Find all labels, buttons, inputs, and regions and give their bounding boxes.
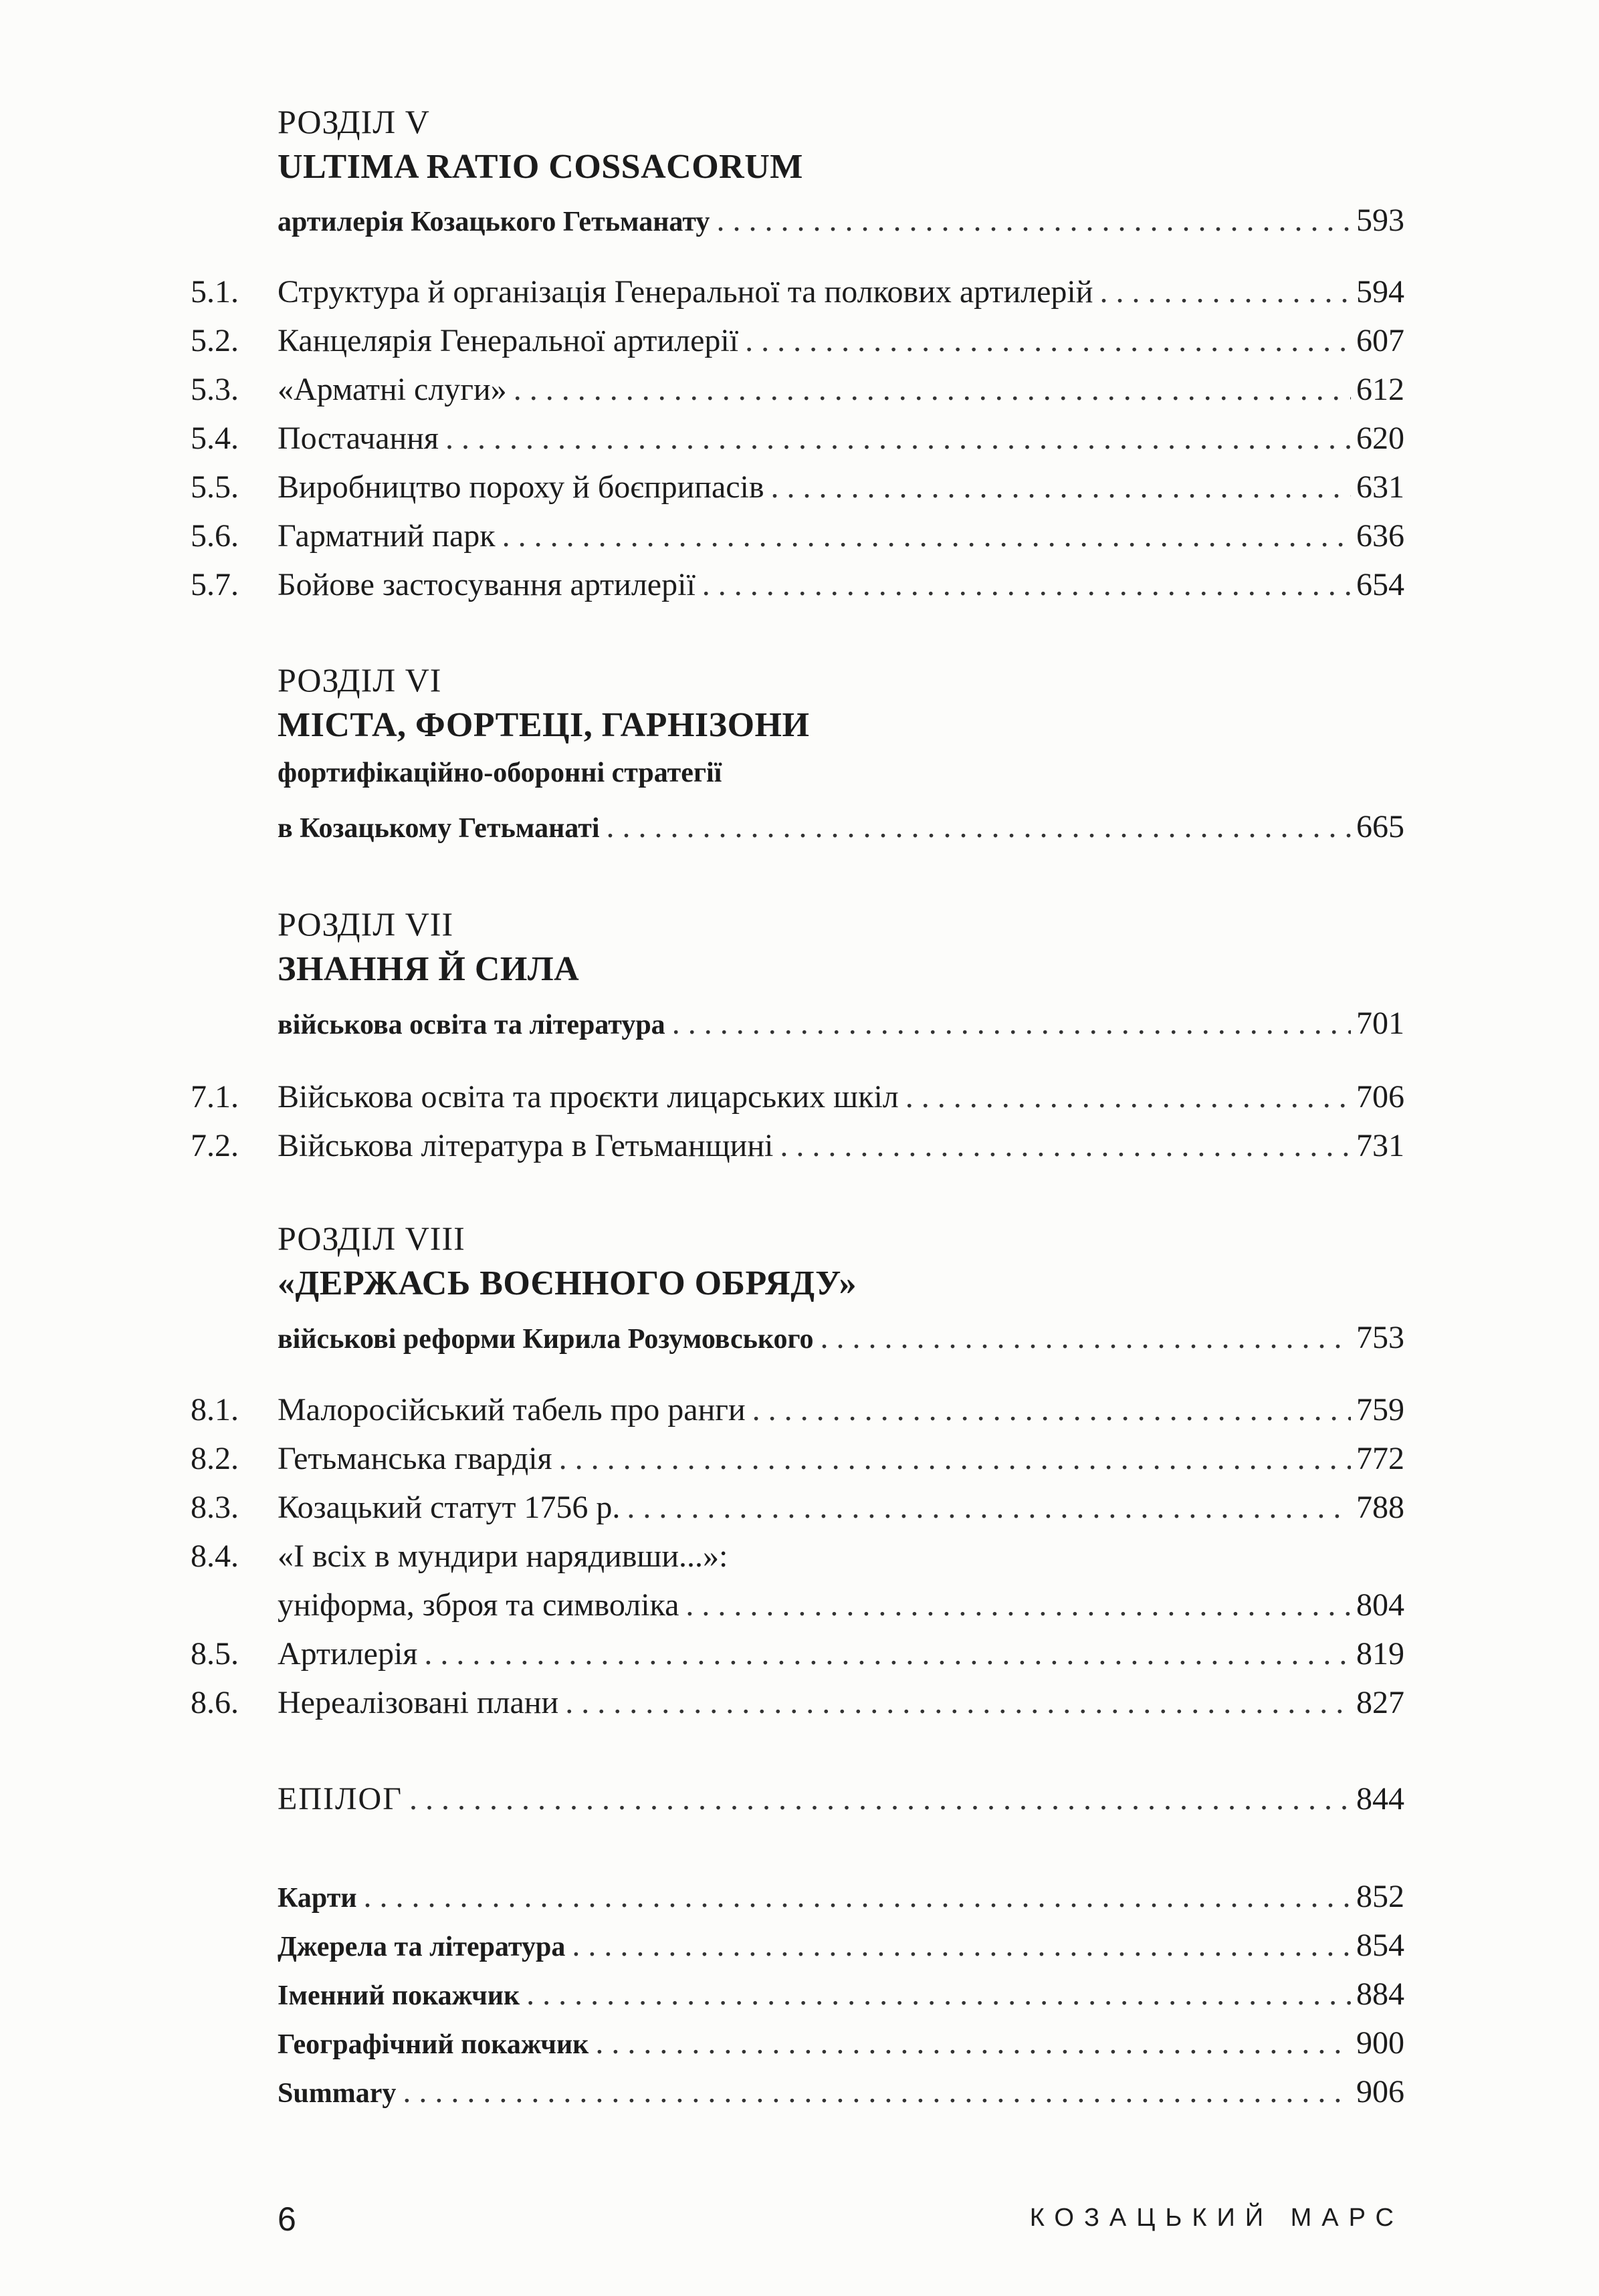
chapter-label: РОЗДІЛ VI bbox=[278, 661, 442, 699]
page-number: 706 bbox=[1356, 1079, 1404, 1115]
item-number: 5.2. bbox=[191, 323, 239, 358]
leader-dots bbox=[1099, 267, 1351, 316]
leader-dots bbox=[595, 2019, 1351, 2067]
chapter-title: ULTIMA RATIO COSSACORUM bbox=[278, 148, 803, 186]
footer-book-title: КОЗАЦЬКИЙ МАРС bbox=[1029, 2204, 1404, 2232]
item-title: Малоросійський табель про ранги bbox=[278, 1392, 746, 1427]
item-number: 8.5. bbox=[191, 1636, 239, 1672]
toc-item[interactable] bbox=[191, 1483, 1404, 1532]
page-number: 620 bbox=[1356, 421, 1404, 456]
leader-dots bbox=[771, 463, 1351, 511]
item-number: 5.1. bbox=[191, 274, 239, 310]
item-number: 5.6. bbox=[191, 518, 239, 554]
item-title: Іменний покажчик bbox=[278, 1980, 520, 2011]
chapter-title: МІСТА, ФОРТЕЦІ, ГАРНІЗОНИ bbox=[278, 706, 810, 744]
page-number: 612 bbox=[1356, 372, 1404, 407]
chapter-8-subtitle-row[interactable] bbox=[191, 1313, 1404, 1362]
item-title: Бойове застосування артилерії bbox=[278, 567, 696, 602]
chapter-6-heading bbox=[278, 659, 1404, 796]
leader-dots bbox=[514, 365, 1351, 414]
page-number: 854 bbox=[1356, 1928, 1404, 1963]
back-matter-item[interactable] bbox=[191, 1970, 1404, 2019]
toc-item[interactable] bbox=[191, 267, 1404, 316]
item-title: Військова освіта та проєкти лицарських шкіл bbox=[278, 1079, 899, 1115]
chapter-8-heading bbox=[278, 1217, 1404, 1308]
chapter-title: ЗНАННЯ Й СИЛА bbox=[278, 950, 580, 988]
page-number: 900 bbox=[1356, 2025, 1404, 2061]
leader-dots bbox=[403, 2067, 1351, 2116]
leader-dots bbox=[702, 560, 1351, 609]
item-title: Карти bbox=[278, 1883, 357, 1914]
leader-dots bbox=[424, 1629, 1351, 1678]
item-number: 8.4. bbox=[191, 1538, 239, 1574]
page-number: 906 bbox=[1356, 2074, 1404, 2109]
item-number: 7.1. bbox=[191, 1079, 239, 1115]
page-number: 654 bbox=[1356, 567, 1404, 602]
chapter-7-heading bbox=[278, 903, 1404, 994]
toc-item[interactable] bbox=[191, 1678, 1404, 1727]
leader-dots bbox=[559, 1434, 1351, 1483]
item-title: Військова література в Гетьманщині bbox=[278, 1128, 774, 1163]
item-title: «Арматні слуги» bbox=[278, 372, 507, 407]
leader-dots bbox=[445, 414, 1351, 463]
chapter-label: РОЗДІЛ VIII bbox=[278, 1220, 465, 1257]
leader-dots bbox=[502, 511, 1351, 560]
page-number: 772 bbox=[1356, 1441, 1404, 1476]
page-number: 827 bbox=[1356, 1685, 1404, 1720]
leader-dots bbox=[745, 316, 1351, 365]
chapter-label: РОЗДІЛ V bbox=[278, 103, 430, 140]
back-matter-item[interactable] bbox=[191, 1872, 1404, 1921]
leader-dots bbox=[780, 1121, 1351, 1170]
chapter-subtitle: військова освіта та література bbox=[278, 1010, 665, 1040]
page-number: 788 bbox=[1356, 1490, 1404, 1525]
item-title: Summary bbox=[278, 2078, 397, 2109]
back-matter-item[interactable] bbox=[191, 1921, 1404, 1970]
chapter-subtitle: військові реформи Кирила Розумовського bbox=[278, 1324, 814, 1355]
item-number: 5.4. bbox=[191, 421, 239, 456]
back-matter-item[interactable] bbox=[191, 2067, 1404, 2116]
item-title: Структура й організація Генеральної та полкових артилерій bbox=[278, 274, 1093, 310]
toc-item[interactable] bbox=[191, 316, 1404, 365]
item-title: Гетьманська гвардія bbox=[278, 1441, 552, 1476]
chapter-subtitle-line: фортифікаційно-оборонні стратегії bbox=[278, 758, 722, 788]
item-number: 8.2. bbox=[191, 1441, 239, 1476]
chapter-label: РОЗДІЛ VII bbox=[278, 905, 454, 943]
item-number: 5.3. bbox=[191, 372, 239, 407]
toc-item[interactable] bbox=[191, 511, 1404, 560]
page-number: 753 bbox=[1356, 1320, 1404, 1355]
item-number: 8.6. bbox=[191, 1685, 239, 1720]
page-number: 852 bbox=[1356, 1879, 1404, 1914]
leader-dots bbox=[685, 1581, 1351, 1629]
toc-item[interactable] bbox=[191, 1629, 1404, 1678]
footer-page-number: 6 bbox=[278, 2200, 296, 2238]
page-number: 701 bbox=[1356, 1006, 1404, 1041]
item-title: Постачання bbox=[278, 421, 439, 456]
toc-item[interactable] bbox=[191, 1072, 1404, 1121]
epilogue-row[interactable] bbox=[191, 1774, 1404, 1823]
page-number: 844 bbox=[1356, 1781, 1404, 1817]
item-title: Нереалізовані плани bbox=[278, 1685, 559, 1720]
toc-item[interactable] bbox=[191, 365, 1404, 414]
toc-item[interactable] bbox=[191, 1385, 1404, 1434]
page-number: 607 bbox=[1356, 323, 1404, 358]
back-matter-item[interactable] bbox=[191, 2019, 1404, 2067]
chapter-6-subtitle-row[interactable] bbox=[191, 802, 1404, 851]
page-number: 804 bbox=[1356, 1587, 1404, 1623]
item-title: Канцелярія Генеральної артилерії bbox=[278, 323, 739, 358]
leader-dots bbox=[905, 1072, 1351, 1121]
chapter-5-subtitle-row[interactable] bbox=[191, 196, 1404, 245]
page-number: 731 bbox=[1356, 1128, 1404, 1163]
item-number: 8.1. bbox=[191, 1392, 239, 1427]
toc-item-first-line[interactable] bbox=[191, 1532, 1404, 1581]
item-title-continued: уніформа, зброя та символіка bbox=[278, 1587, 679, 1623]
item-number: 8.3. bbox=[191, 1490, 239, 1525]
toc-item-continuation[interactable] bbox=[191, 1581, 1404, 1629]
item-title: Козацький статут 1756 р. bbox=[278, 1490, 621, 1525]
item-number: 5.5. bbox=[191, 469, 239, 505]
leader-dots bbox=[607, 802, 1351, 851]
leader-dots bbox=[572, 1921, 1351, 1970]
leader-dots bbox=[716, 196, 1351, 245]
item-number: 5.7. bbox=[191, 567, 239, 602]
toc-item[interactable] bbox=[191, 1434, 1404, 1483]
page-number: 594 bbox=[1356, 274, 1404, 310]
epilogue-title: ЕПІЛОГ bbox=[278, 1781, 403, 1817]
leader-dots bbox=[752, 1385, 1351, 1434]
item-title: Виробництво пороху й боєприпасів bbox=[278, 469, 764, 505]
item-title: Гарматний парк bbox=[278, 518, 496, 554]
chapter-title: «ДЕРЖАСЬ ВОЄННОГО ОБРЯДУ» bbox=[278, 1264, 857, 1302]
page-number: 759 bbox=[1356, 1392, 1404, 1427]
page-number: 636 bbox=[1356, 518, 1404, 554]
toc-item[interactable] bbox=[191, 560, 1404, 609]
leader-dots bbox=[627, 1483, 1351, 1532]
leader-dots bbox=[672, 999, 1351, 1048]
page-number: 631 bbox=[1356, 469, 1404, 505]
toc-item[interactable] bbox=[191, 463, 1404, 511]
leader-dots bbox=[821, 1313, 1351, 1362]
page-number: 593 bbox=[1356, 203, 1404, 238]
leader-dots bbox=[364, 1872, 1351, 1921]
chapter-7-subtitle-row[interactable] bbox=[191, 999, 1404, 1048]
toc-item[interactable] bbox=[191, 1121, 1404, 1170]
leader-dots bbox=[565, 1678, 1351, 1727]
page-number: 884 bbox=[1356, 1976, 1404, 2012]
toc-item[interactable] bbox=[191, 414, 1404, 463]
leader-dots bbox=[409, 1774, 1351, 1823]
item-title: Артилерія bbox=[278, 1636, 418, 1672]
page-number: 665 bbox=[1356, 809, 1404, 844]
leader-dots bbox=[526, 1970, 1351, 2019]
page-number: 819 bbox=[1356, 1636, 1404, 1672]
item-title: «І всіх в мундири нарядивши...»: bbox=[278, 1538, 728, 1574]
chapter-5-heading bbox=[278, 100, 1404, 191]
chapter-subtitle: в Козацькому Гетьманаті bbox=[278, 813, 600, 844]
chapter-subtitle: артилерія Козацького Гетьманату bbox=[278, 207, 710, 237]
item-title: Джерела та література bbox=[278, 1932, 566, 1962]
item-number: 7.2. bbox=[191, 1128, 239, 1163]
item-title: Географічний покажчик bbox=[278, 2029, 589, 2060]
